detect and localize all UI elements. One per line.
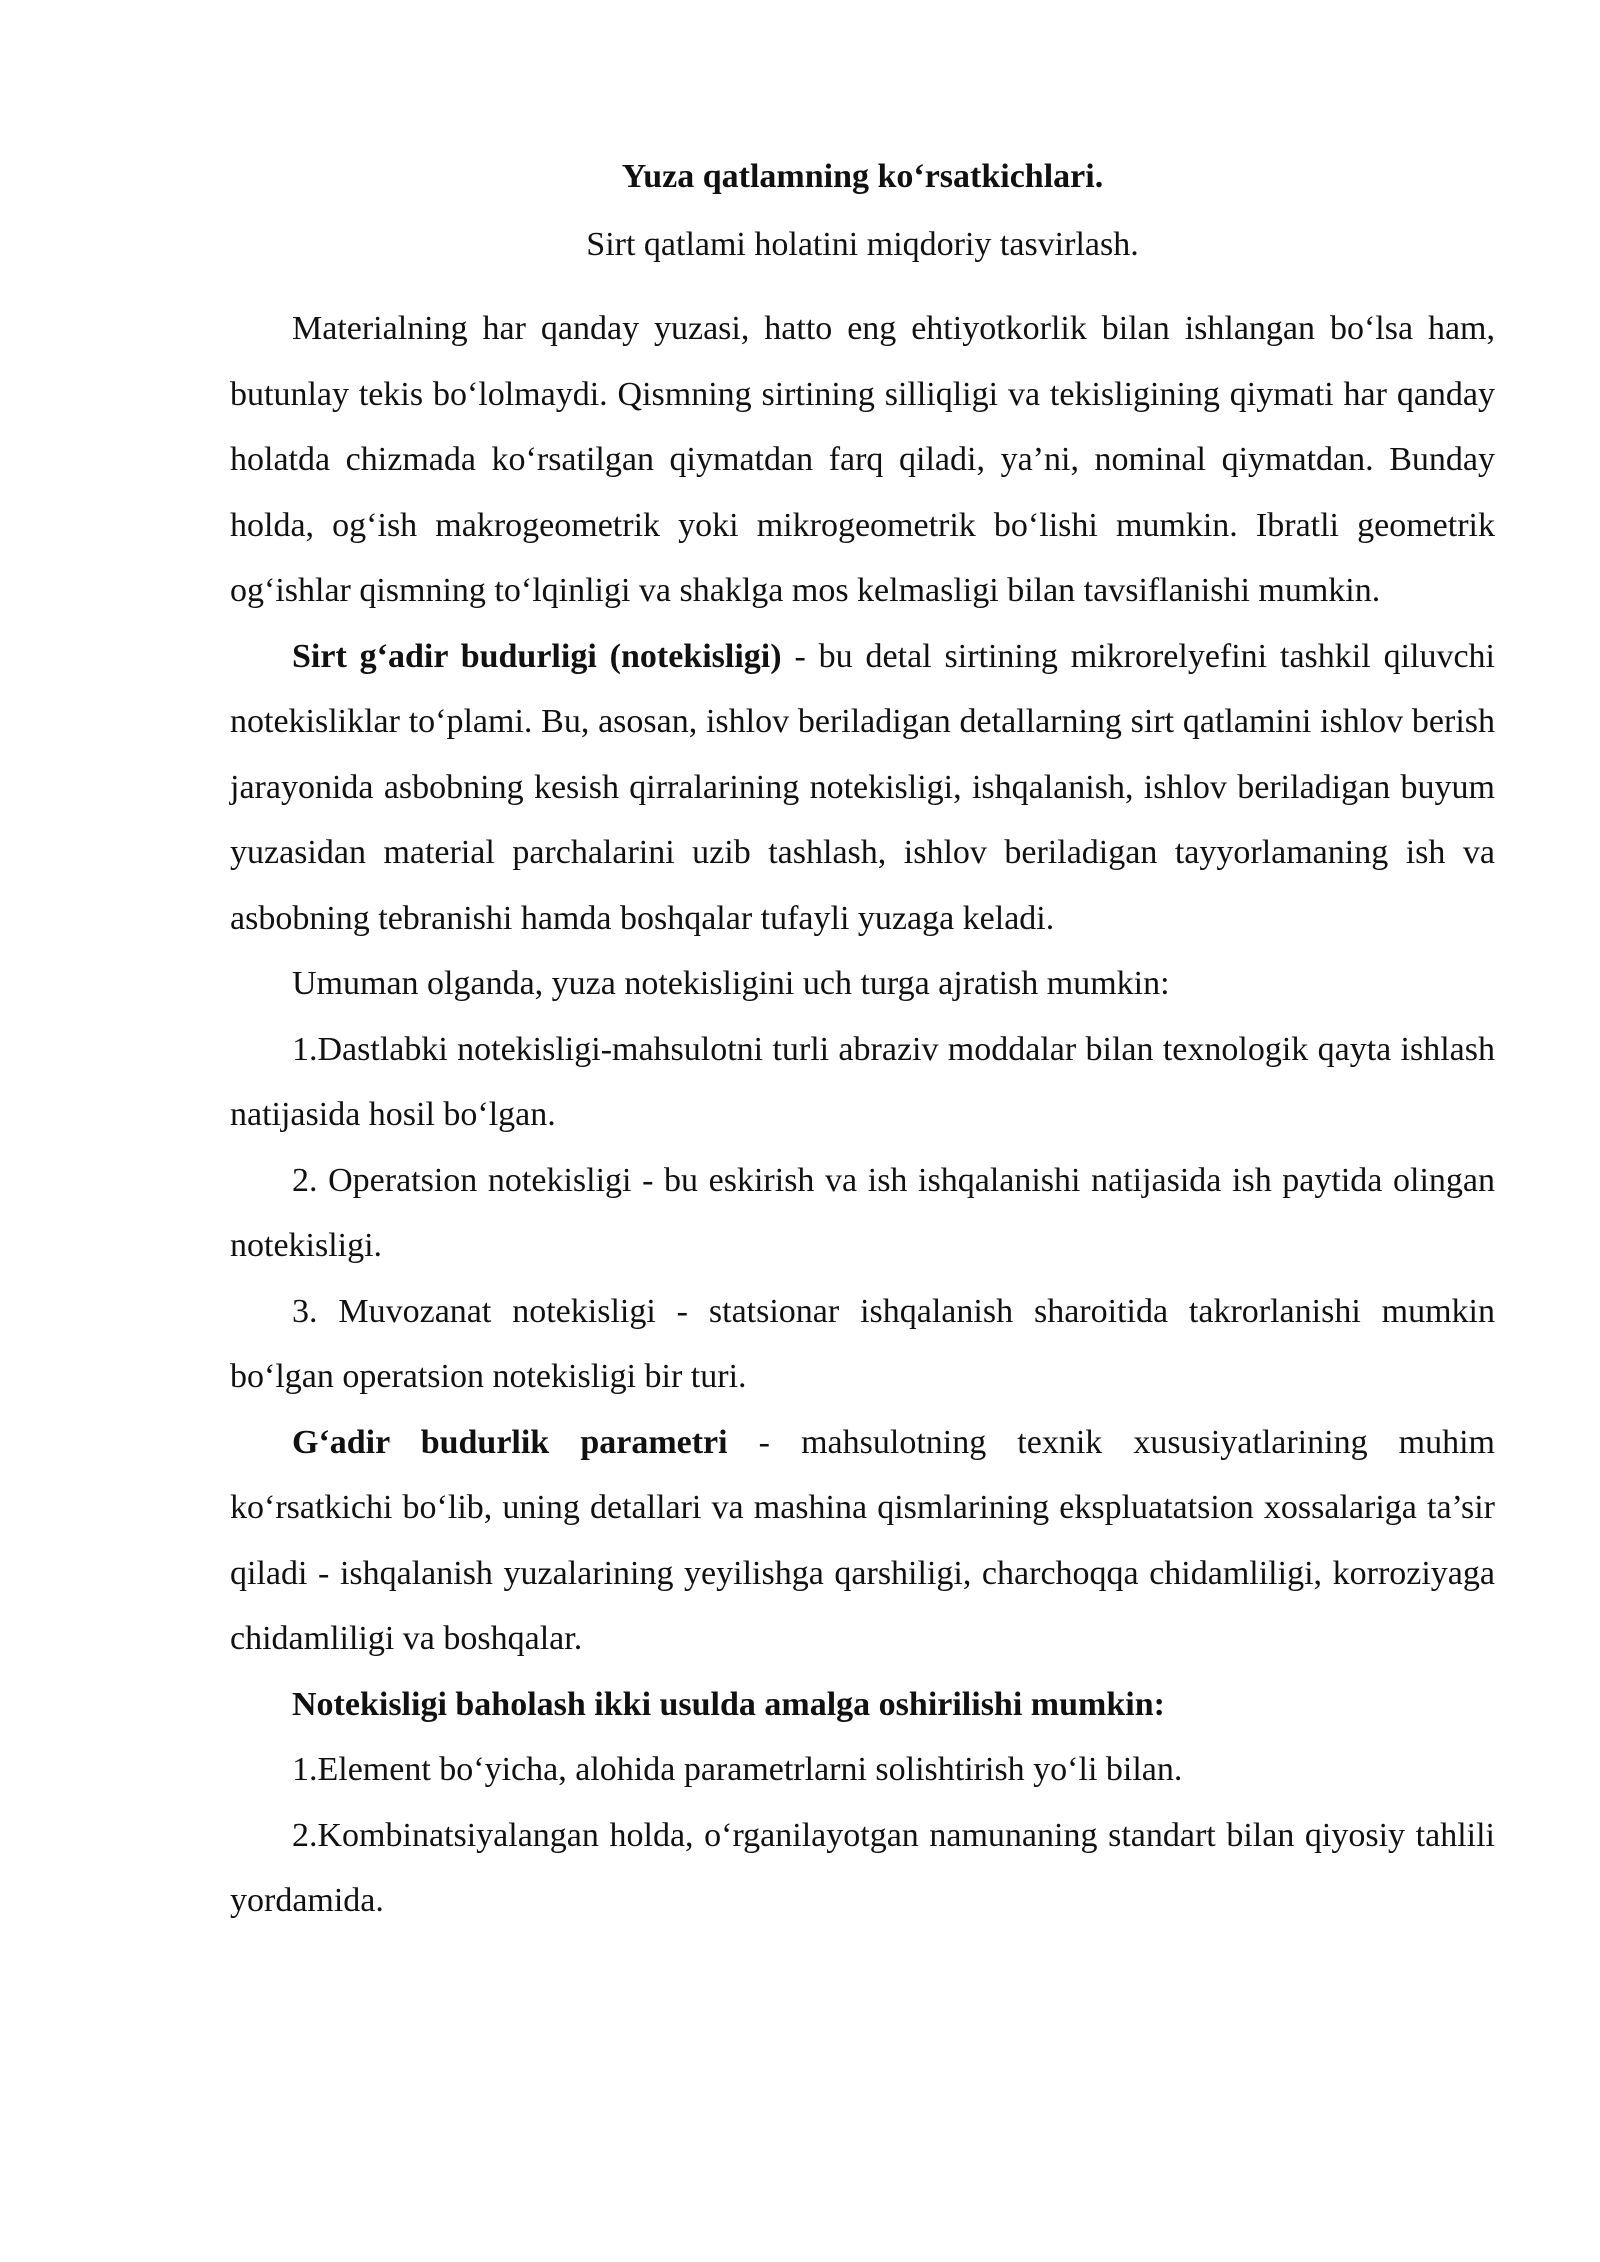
document-title: Yuza qatlamning ko‘rsatkichlari. — [621, 158, 1104, 195]
document-page — [230, 148, 1495, 1934]
term-roughness: Sirt g‘adir budurligi (notekisligi) — [292, 637, 795, 675]
roughness-definition-text: - bu detal sirtining mikrorelyefini tashkil qiluvchi notekisliklar to‘plami. Bu, asosan, ishlov beriladigan detallarning sirt qatlamini ishlov berish jarayonida asbobning kesish qirralarining notekisligi, ishqalanish, ishlov beriladigan buyum yuzasidan material parchalarini uzib tashlash, ishlov beriladigan tayyorlamaning ish va asbobning tebranishi hamda boshqalar tufayli yuzaga keladi. — [230, 637, 1495, 937]
list-item-type-2: 2. Operatsion notekisligi - bu eskirish va ish ishqalanishi natijasida ish paytida olingan notekisligi. — [230, 1161, 1495, 1264]
paragraph-roughness-definition — [230, 624, 1495, 952]
list-item-method-1: 1.Element bo‘yicha, alohida parametrlarni solishtirish yo‘li bilan. — [292, 1751, 1183, 1788]
document-subtitle: Sirt qatlami holatini miqdoriy tasvirlash. — [586, 226, 1139, 263]
paragraph-intro: Materialning har qanday yuzasi, hatto eng ehtiyotkorlik bilan ishlangan bo‘lsa ham, butunlay tekis bo‘lolmaydi. Qismning sirtining silliqligi va tekisligining qiymati har qanday holatda chizmada ko‘rsatilgan qiymatdan farq qiladi, ya’ni, nominal qiymatdan. Bunday holda, og‘ish makrogeometrik yoki mikrogeometrik bo‘lishi mumkin. Ibratli geometrik og‘ishlar qismning to‘lqinligi va shaklga mos kelmasligi bilan tavsiflanishi mumkin. — [230, 310, 1495, 609]
evaluation-heading: Notekisligi baholash ikki usulda amalga oshirilishi mumkin: — [292, 1685, 1165, 1723]
list-item-type-1: 1.Dastlabki notekisligi-mahsulotni turli abraziv moddalar bilan texnologik qayta ishlash natijasida hosil bo‘lgan. — [230, 1030, 1495, 1133]
list-item-type-3: 3. Muvozanat notekisligi - statsionar ishqalanish sharoitida takrorlanishi mumkin bo‘lgan operatsion notekisligi bir turi. — [230, 1292, 1495, 1395]
paragraph-roughness-parameter — [230, 1410, 1495, 1672]
paragraph-types-intro: Umuman olganda, yuza notekisligini uch turga ajratish mumkin: — [292, 965, 1170, 1002]
paragraph-evaluation-heading — [230, 1672, 1495, 1738]
list-item-method-2: 2.Kombinatsiyalangan holda, o‘rganilayotgan namunaning standart bilan qiyosiy tahlili yordamida. — [230, 1816, 1495, 1919]
roughness-parameter-text: - mahsulotning texnik xususiyatlarining muhim ko‘rsatkichi bo‘lib, uning detallari va mashina qismlarining ekspluatatsion xossalariga ta’sir qiladi - ishqalanish yuzalarining yeyilishga qarshiligi, charchoqqa chidamliligi, korroziyaga chidamliligi va boshqalar. — [230, 1423, 1496, 1657]
term-roughness-parameter: G‘adir budurlik parametri — [292, 1423, 728, 1461]
